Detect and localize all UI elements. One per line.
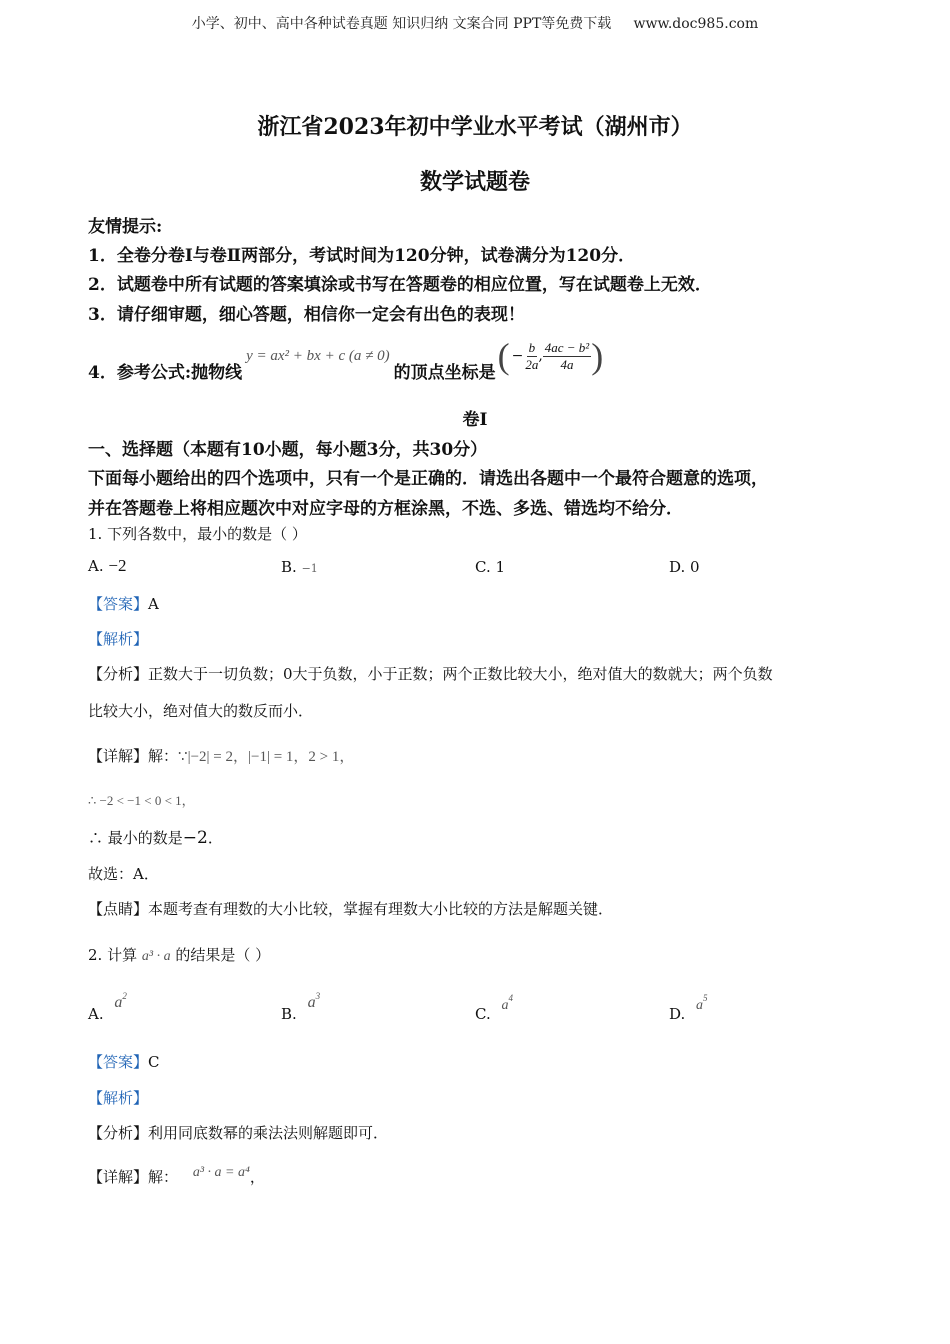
q2-stem: 2. 计算 a³ · a 的结果是（ ） xyxy=(88,946,271,964)
page-header xyxy=(0,13,950,33)
q1-stem: 1. 下列各数中，最小的数是（ ） xyxy=(88,525,307,543)
tip-item-1: 1．全卷分卷Ⅰ与卷Ⅱ两部分，考试时间为120分钟，试卷满分为120分． xyxy=(88,246,636,266)
header-text: 小学、初中、高中各种试卷真题 知识归纳 文案合同 PPT等免费下载 xyxy=(191,16,612,32)
exam-title: 浙江省2023年初中学业水平考试（湖州市） xyxy=(257,114,693,140)
section-instruction-2: 并在答题卷上将相应题次中对应字母的方框涂黑，不选、多选、错选均不给分． xyxy=(88,499,683,519)
q2-fenxi: 【分析】利用同底数幂的乘法法则解题即可． xyxy=(88,1124,389,1142)
tip-item-3: 3．请仔细审题，细心答题，相信你一定会有出色的表现！ xyxy=(88,305,525,325)
vertex-x-fraction: $\frac{b}{2a}$ xyxy=(525,339,539,372)
vertex-formula: ( − $\frac{b}{2a}$ , $\frac{\text{4ac − b²}}{4a}$ ) xyxy=(497,336,604,376)
q1-option-c: C. 1 xyxy=(475,558,506,576)
q1-detail: 【详解】解：∵|−2| = 2，|−1| = 1，2 > 1， xyxy=(88,747,355,765)
q2-analysis-label: 【解析】 xyxy=(88,1089,149,1107)
header-site-link[interactable]: www.doc985.com xyxy=(633,16,759,32)
volume-label: 卷Ⅰ xyxy=(462,410,488,430)
q1-fenxi: 【分析】正数大于一切负数；0大于负数，小于正数；两个正数比较大小，绝对值大的数就大；两个负数 xyxy=(88,665,773,683)
q2-option-b: B. $a^3$ xyxy=(281,991,321,1023)
q1-choose: 故选：A． xyxy=(88,865,159,883)
q1-comment: 【点睛】本题考查有理数的大小比较，掌握有理数大小比较的方法是解题关键． xyxy=(88,900,614,918)
formula-mid: 的顶点坐标是 xyxy=(393,362,496,383)
q2-option-a: A. $a^2$ xyxy=(88,991,127,1023)
q2-answer: 【答案】C xyxy=(88,1053,160,1071)
formula-prefix: 4．参考公式:抛物线 xyxy=(88,362,243,383)
q2-option-c: C. $a^4$ xyxy=(475,993,513,1023)
exam-subtitle: 数学试题卷 xyxy=(419,169,530,195)
q1-step-1: ∴ −2 < −1 < 0 < 1， xyxy=(88,793,195,808)
q1-option-b: B. −1 xyxy=(281,558,318,576)
section-heading: 一、选择题（本题有10小题，每小题3分，共30分） xyxy=(88,440,488,460)
q1-step-2: ∴ 最小的数是−2． xyxy=(88,828,223,848)
vertex-y-fraction: $\frac{\text{4ac − b²}}{4a}$ xyxy=(544,339,590,372)
q1-fenxi-cont: 比较大小，绝对值大的数反而小． xyxy=(88,702,314,720)
q2-option-d: D. $a^5$ xyxy=(669,993,708,1023)
q1-answer: 【答案】A xyxy=(88,595,159,613)
q1-option-a: A. −2 xyxy=(88,556,127,575)
tips-heading: 友情提示: xyxy=(88,217,163,237)
section-instruction-1: 下面每小题给出的四个选项中，只有一个是正确的．请选出各题中一个最符合题意的选项， xyxy=(88,469,768,489)
q1-option-d: D. 0 xyxy=(669,558,700,576)
tip-item-2: 2．试题卷中所有试题的答案填涂或书写在答题卷的相应位置，写在试题卷上无效． xyxy=(88,275,712,295)
parabola-formula: y = ax² + bx + c (a ≠ 0) xyxy=(246,347,390,364)
q1-analysis-label: 【解析】 xyxy=(88,630,149,648)
q2-detail: 【详解】解： a³ · a = a⁴， xyxy=(88,1165,265,1186)
formula-line xyxy=(88,336,603,386)
